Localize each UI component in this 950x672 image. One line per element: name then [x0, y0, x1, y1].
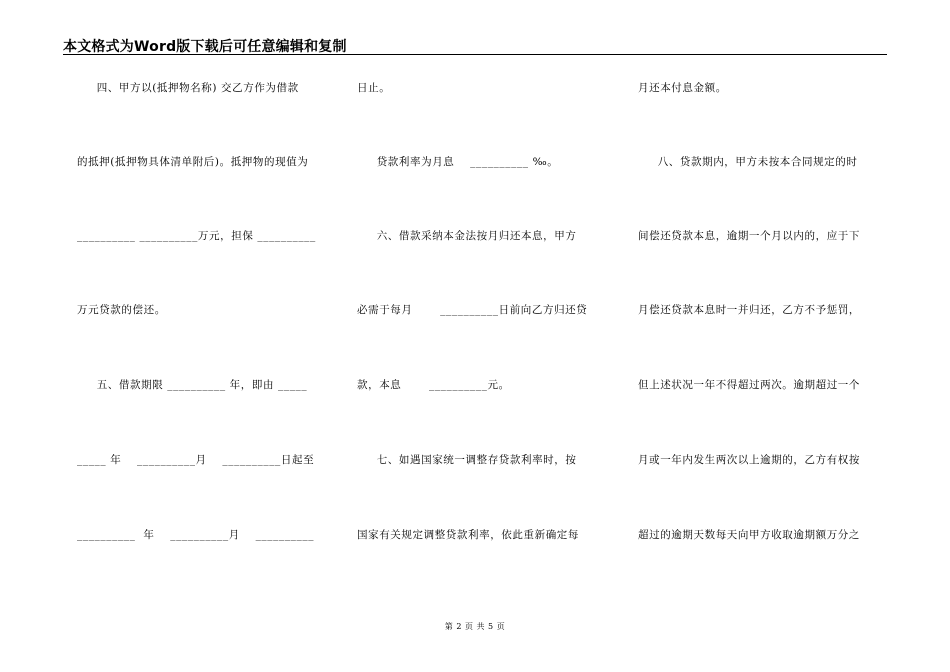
text-line: 四、甲方以(抵押物名称) 交乙方作为借款: [77, 82, 299, 94]
text-line: 月偿还贷款本息时一并归还，乙方不予惩罚，: [638, 304, 860, 316]
text-column-1: [77, 0, 327, 672]
text-line: 万元贷款的偿还。: [77, 304, 166, 316]
text-line: 间偿还贷款本息，逾期一个月以内的，应于下: [638, 230, 860, 242]
text-line: 月或一年内发生两次以上逾期的，乙方有权按: [638, 454, 860, 466]
text-line: 款，本息 __________元。: [357, 379, 510, 391]
header-title: 本文格式为Word版下载后可任意编辑和复制: [63, 39, 347, 55]
page-number: 第 2 页 共 5 页: [444, 622, 506, 631]
text-column-3: [638, 0, 888, 672]
text-line: 七、如遇国家统一调整存贷款利率时，按: [357, 454, 577, 466]
text-column-2: [357, 0, 607, 672]
text-line: 超过的逾期天数每天向甲方收取逾期额万分之: [638, 529, 860, 541]
text-line: 八、贷款期内，甲方未按本合同规定的时: [638, 156, 858, 168]
text-line: __________ __________万元，担保 __________: [77, 230, 316, 242]
text-line: 日止。: [357, 82, 391, 94]
text-line: 贷款利率为月息 __________ ‰。: [357, 156, 559, 168]
text-line: 必需于每月 __________日前向乙方归还贷: [357, 304, 588, 316]
text-line: 月还本付息金额。: [638, 82, 727, 94]
text-line: 的抵押(抵押物具体清单附后)。抵押物的现值为: [77, 156, 309, 168]
text-line: _____ 年 __________月 __________日起至: [77, 454, 315, 466]
text-line: 六、借款采纳本金法按月归还本息，甲方: [357, 230, 577, 242]
text-line: 国家有关规定调整贷款利率，依此重新确定每: [357, 529, 579, 541]
text-line: __________ 年 __________月 __________: [77, 529, 315, 541]
text-line: 五、借款期限 __________ 年，即由 _____: [77, 379, 308, 391]
text-line: 但上述状况一年不得超过两次。逾期超过一个: [638, 379, 860, 391]
